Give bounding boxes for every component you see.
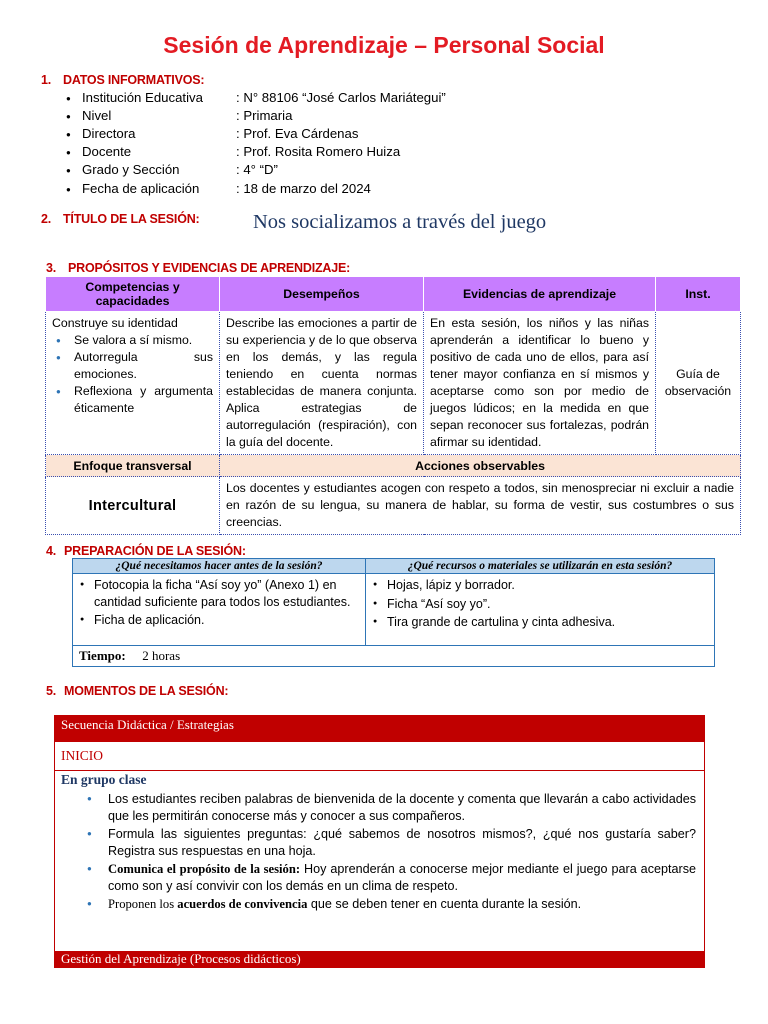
info-value: : Prof. Eva Cárdenas (236, 126, 359, 141)
info-value: : N° 88106 “José Carlos Mariátegui” (236, 90, 446, 105)
section-1-number: 1. (41, 73, 52, 87)
strategies-bar: Secuencia Didáctica / Estrategias (55, 716, 704, 742)
group-label: En grupo clase (61, 772, 147, 787)
prep-before-header: ¿Qué necesitamos hacer antes de la sesión? (73, 559, 366, 574)
preparation-table (72, 558, 715, 667)
section-3-heading (46, 261, 350, 275)
info-value: : 18 de marzo del 2024 (236, 181, 371, 196)
step-item (108, 861, 696, 894)
session-title: Nos socializamos a través del juego (253, 211, 547, 233)
learning-management-bar: Gestión del Aprendizaje (Procesos didácticos) (55, 951, 704, 967)
inicio-steps (55, 791, 704, 913)
resource-item: ● Tira grande de cartulina y cinta adhesiva. (387, 614, 709, 631)
step-item: ● Los estudiantes reciben palabras de bienvenida de la docente y comenta que llevarán a cabo actividades que les permitirán conocerse más y conocer a sus compañeros. (108, 791, 696, 824)
section-2-number: 2. (41, 212, 52, 226)
section-4-number: 4. (46, 544, 57, 558)
resource-item: ● Ficha “Así soy yo”. (387, 596, 709, 613)
evidence-cell: En esta sesión, los niños y las niñas aprenderán a identificar lo bueno y positivo de cada uno de ellos, para así tener mayor confianza en sí mismos y aceptarse como son por medio de juegos lúdicos; en la medida en que sepan reconocer sus fortalezas, podrán afirmar su identidad. (424, 312, 656, 455)
step-item: ● Formula las siguientes preguntas: ¿qué sabemos de nosotros mismos?, ¿qué nos gustaría saber? Registra sus respuestas en una hoja. (108, 826, 696, 859)
performance-cell: Describe las emociones a partir de su experiencia y de lo que observa en los demás, y las regula teniendo en cuenta normas establecidas de manera conjunta. Aplica estrategias de autorregulación (respiración), con la guía del docente. (220, 312, 424, 455)
section-4-heading (46, 544, 246, 558)
info-label: Docente (82, 144, 132, 159)
approach-header: Enfoque transversal (46, 455, 220, 477)
header-instrument: Inst. (656, 277, 741, 312)
prep-before-item: ● Fotocopia la ficha “Así soy yo” (Anexo 1) en cantidad suficiente para todos los estudiantes. (94, 577, 360, 610)
header-evidence: Evidencias de aprendizaje (424, 277, 656, 312)
step-text: Hoy aprenderán a conocerse mejor mediante el juego para aceptarse como son y así convivir con los demás en un clima de respeto. (108, 862, 696, 893)
prep-resources-cell (366, 574, 715, 646)
capacity-item: ● Reflexiona y argumenta éticamente (74, 383, 213, 417)
step-text: que se deben tener en cuenta durante la sesión. (307, 897, 582, 911)
info-label: Directora (82, 126, 136, 141)
time-row (73, 646, 715, 667)
prep-resources-header: ¿Qué recursos o materiales se utilizarán en esta sesión? (366, 559, 715, 574)
section-4-title: PREPARACIÓN DE LA SESIÓN: (64, 544, 246, 558)
time-label: Tiempo: (79, 648, 126, 663)
info-label: Nivel (82, 108, 112, 123)
actions-header: Acciones observables (220, 455, 741, 477)
capacities-list (52, 332, 213, 417)
approach-cell: Intercultural (46, 477, 220, 535)
info-label: Fecha de aplicación (82, 181, 200, 196)
section-5-number: 5. (46, 684, 57, 698)
info-value: : Prof. Rosita Romero Huiza (236, 144, 401, 159)
competence-cell (46, 312, 220, 455)
info-row-date: ● Fecha de aplicación : 18 de marzo del 2024 (66, 181, 371, 196)
info-label: Grado y Sección (82, 162, 180, 177)
capacity-item: ● Se valora a sí mismo. (74, 332, 213, 349)
section-2-heading (41, 212, 200, 226)
prep-before-item: ● Ficha de aplicación. (94, 612, 360, 629)
resource-item: ● Hojas, lápiz y borrador. (387, 577, 709, 594)
info-row-grade: ● Grado y Sección : 4° “D” (66, 162, 278, 177)
instrument-cell: Guía de observación (656, 312, 741, 455)
session-moments-box (54, 715, 705, 968)
document-title: Sesión de Aprendizaje – Personal Social (163, 32, 605, 58)
section-3-number: 3. (46, 261, 57, 275)
actions-cell: Los docentes y estudiantes acogen con respeto a todos, sin menospreciar ni excluir a nadie en razón de su lengua, su manera de hablar, su forma de vestir, sus costumbres o sus creencias. (220, 477, 741, 535)
section-5-heading (46, 684, 228, 698)
section-3-title: PROPÓSITOS Y EVIDENCIAS DE APRENDIZAJE: (68, 261, 351, 275)
info-value: : 4° “D” (236, 162, 278, 177)
header-competences: Competencias y capacidades (46, 277, 220, 312)
info-row-level: ● Nivel : Primaria (66, 108, 293, 123)
info-value: : Primaria (236, 108, 293, 123)
competence-name: Construye su identidad (52, 316, 178, 330)
purposes-table (45, 276, 741, 535)
info-row-institution: ● Institución Educativa : N° 88106 “José Carlos Mariátegui” (66, 90, 446, 105)
step-bold: Comunica el propósito de la sesión: (108, 862, 301, 876)
section-1-title: DATOS INFORMATIVOS: (63, 73, 205, 87)
phase-title: INICIO (55, 742, 704, 771)
step-text: Proponen los (108, 897, 178, 911)
step-bold: acuerdos de convivencia (177, 897, 308, 911)
prep-before-cell (73, 574, 366, 646)
time-value: 2 horas (142, 648, 181, 663)
section-1-heading (41, 73, 204, 87)
section-5-title: MOMENTOS DE LA SESIÓN: (64, 684, 229, 698)
info-label: Institución Educativa (82, 90, 203, 105)
capacity-item: ● Autorregula sus emociones. (74, 349, 213, 383)
section-2-title: TÍTULO DE LA SESIÓN: (63, 212, 200, 226)
info-row-teacher: ● Docente : Prof. Rosita Romero Huiza (66, 144, 401, 159)
step-item (108, 896, 696, 913)
header-performance: Desempeños (220, 277, 424, 312)
info-row-director: ● Directora : Prof. Eva Cárdenas (66, 126, 359, 141)
